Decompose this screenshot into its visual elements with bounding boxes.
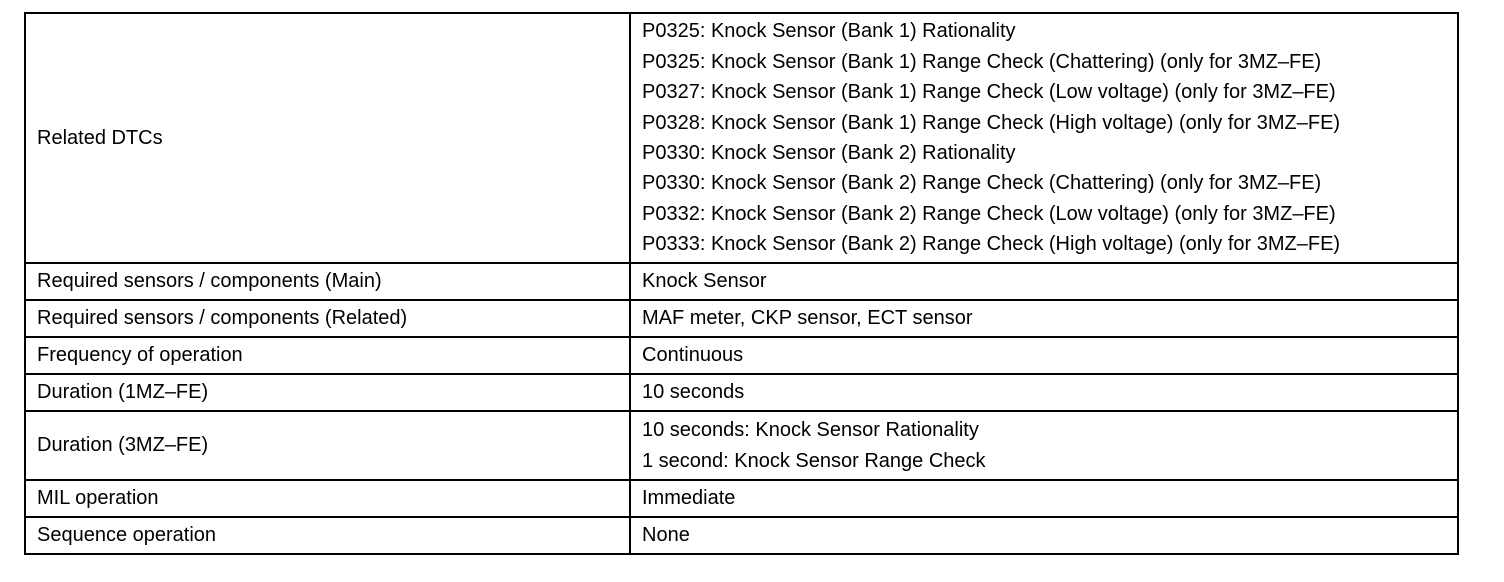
row-label: Frequency of operation xyxy=(25,337,630,374)
row-label: Required sensors / components (Related) xyxy=(25,300,630,337)
table-row-related-dtcs xyxy=(25,13,1458,263)
row-label: Duration (1MZ–FE) xyxy=(25,374,630,411)
table-row-sequence-operation xyxy=(25,517,1458,554)
duration-line: 1 second: Knock Sensor Range Check xyxy=(642,449,986,472)
monitor-spec-table xyxy=(24,12,1459,555)
row-value-cell xyxy=(630,411,1458,480)
row-value: Knock Sensor xyxy=(630,263,1458,300)
dtc-line: P0328: Knock Sensor (Bank 1) Range Check (High voltage) (only for 3MZ–FE) xyxy=(642,111,1341,134)
table-row-frequency xyxy=(25,337,1458,374)
row-value: MAF meter, CKP sensor, ECT sensor xyxy=(630,300,1458,337)
table-row-duration-3mz xyxy=(25,411,1458,480)
table-row-mil-operation xyxy=(25,480,1458,517)
row-label: Sequence operation xyxy=(25,517,630,554)
dtc-line: P0325: Knock Sensor (Bank 1) Range Check (Chattering) (only for 3MZ–FE) xyxy=(642,50,1322,73)
dtc-line: P0330: Knock Sensor (Bank 2) Range Check (Chattering) (only for 3MZ–FE) xyxy=(642,172,1322,195)
duration-line: 10 seconds: Knock Sensor Rationality xyxy=(642,419,979,442)
row-value: 10 seconds xyxy=(630,374,1458,411)
row-value: None xyxy=(630,517,1458,554)
row-value-cell xyxy=(630,13,1458,263)
row-label: Related DTCs xyxy=(25,13,630,263)
table-row-required-main xyxy=(25,263,1458,300)
row-label: MIL operation xyxy=(25,480,630,517)
table-row-duration-1mz xyxy=(25,374,1458,411)
dtc-line: P0330: Knock Sensor (Bank 2) Rationality xyxy=(642,142,1016,164)
dtc-line: P0325: Knock Sensor (Bank 1) Rationality xyxy=(642,20,1016,43)
row-value: Continuous xyxy=(630,337,1458,374)
table-row-required-related xyxy=(25,300,1458,337)
dtc-line: P0332: Knock Sensor (Bank 2) Range Check (Low voltage) (only for 3MZ–FE) xyxy=(642,202,1336,225)
row-label: Required sensors / components (Main) xyxy=(25,263,630,300)
row-label: Duration (3MZ–FE) xyxy=(25,411,630,480)
dtc-line: P0327: Knock Sensor (Bank 1) Range Check (Low voltage) (only for 3MZ–FE) xyxy=(642,81,1336,104)
row-value: Immediate xyxy=(630,480,1458,517)
dtc-line: P0333: Knock Sensor (Bank 2) Range Check (High voltage) (only for 3MZ–FE) xyxy=(642,233,1341,256)
